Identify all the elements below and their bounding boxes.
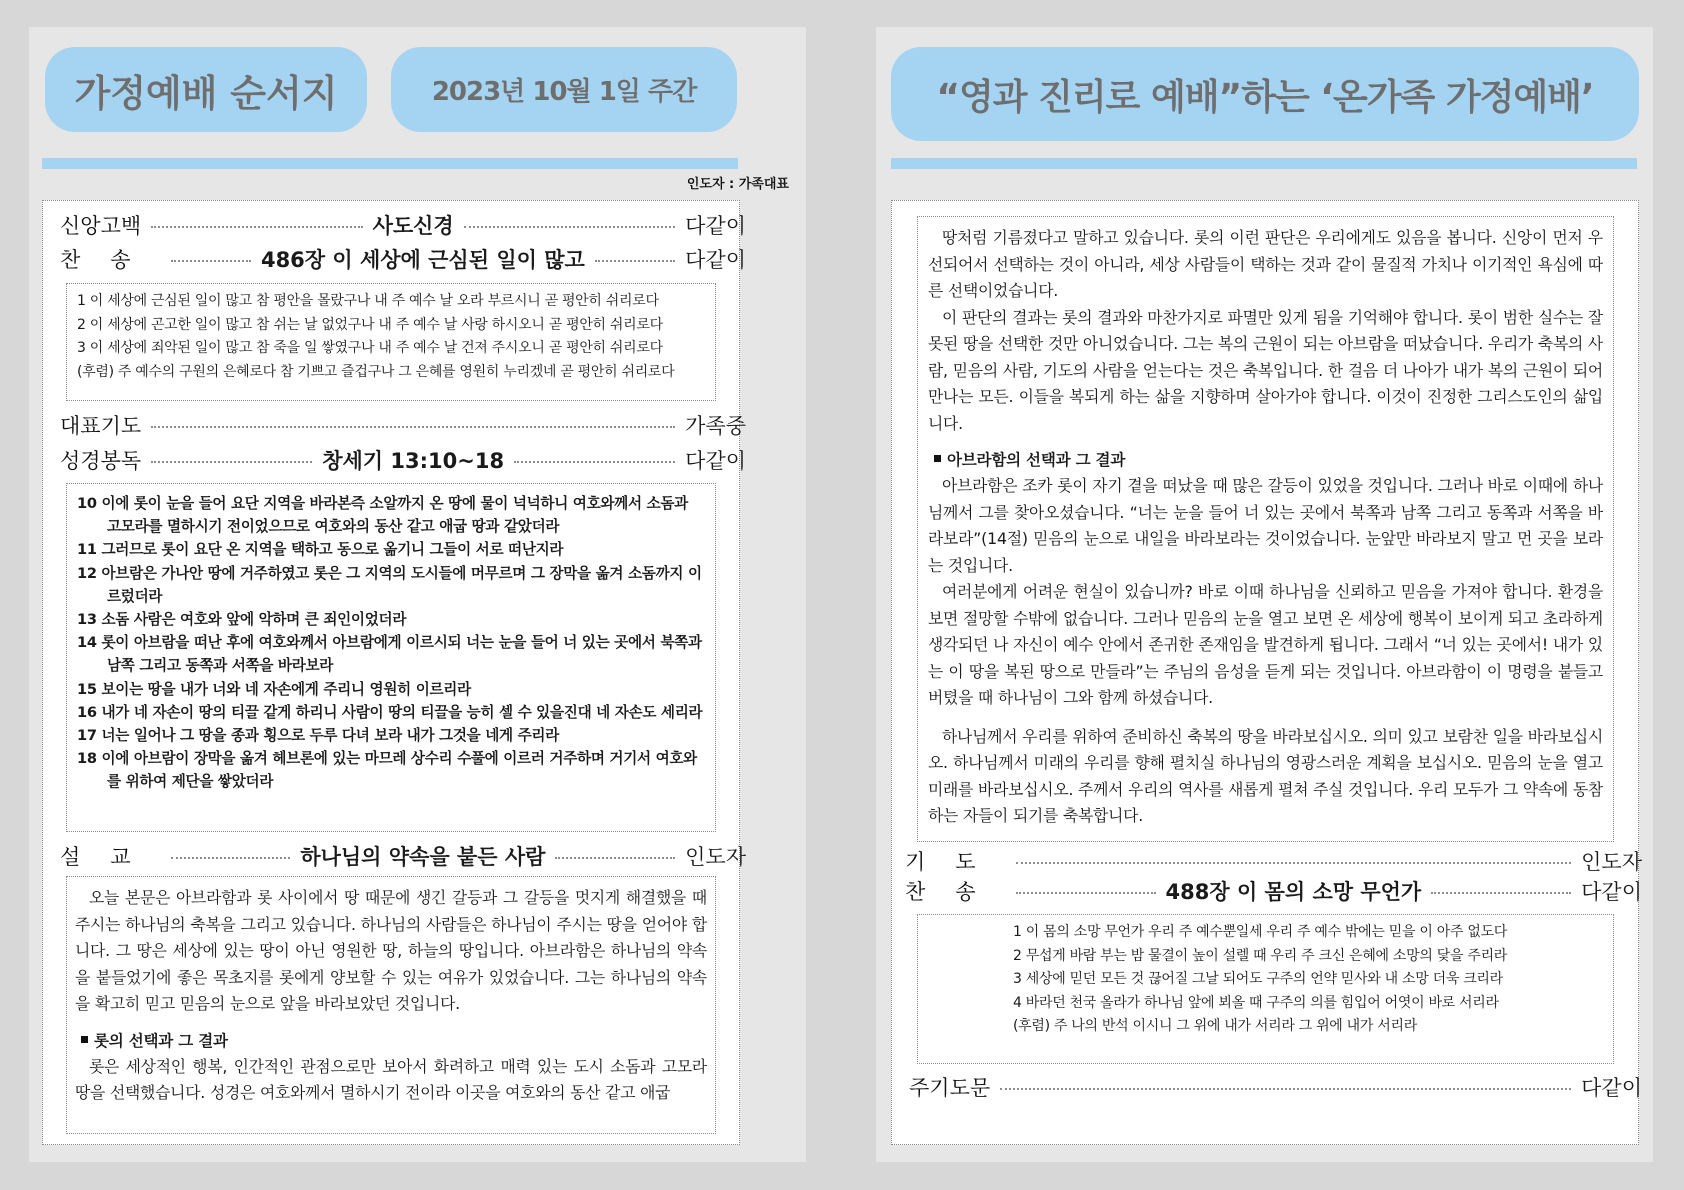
verse: 16 내가 네 자손이 땅의 티끌 같게 하리니 사람이 땅의 티끌을 능히 셀 수 있을진대 네 자손도 세리라 bbox=[77, 703, 703, 721]
verse: 13 소돔 사람은 여호와 앞에 악하며 큰 죄인이었더라 bbox=[77, 611, 407, 629]
reading-title: 창세기 13:10~18 bbox=[322, 449, 505, 473]
hymn1-title: 486장 이 세상에 근심된 일이 많고 bbox=[260, 248, 585, 272]
verse: 14 롯이 아브람을 떠난 후에 여호와께서 아브람에게 이르시되 너는 눈을 들어 너 있는 곳에서 북쪽과 남쪽 그리고 동쪽과 서쪽을 바라보라 bbox=[77, 634, 702, 675]
leader-dots bbox=[1431, 892, 1571, 894]
leader-info: 인도자 : 가족대표 bbox=[686, 177, 789, 192]
hymn-line: (후렴) 주 예수의 구원의 은혜로다 참 기쁘고 즐겁구나 그 은혜를 영원히 누리겠네 곧 평안히 쉬리로다 bbox=[77, 363, 675, 380]
sermon-label: 설교 bbox=[60, 845, 161, 869]
left-page bbox=[29, 27, 806, 1162]
sermon-paragraph: 아브라함은 조카 롯이 자기 곁을 떠났을 때 많은 갈등이 있었을 것입니다. 그러나 바로 이때에 하나님께서 그를 찾아오셨습니다. “너는 눈을 들어 너 있는 곳에서 북쪽과 남쪽 그리고 동쪽과 서쪽을 바라보라”(14절) 믿음의 눈으로 내일을 바라보라는 것이었습니다. 눈앞만 바라보지 말고 먼 곳을 보라는 것입니다. bbox=[928, 476, 1603, 575]
sermon-paragraph: 이 판단의 결과는 롯의 결과와 마찬가지로 파멸만 있게 됨을 기억해야 합니다. 롯이 범한 실수는 잘못된 땅을 선택한 것만 아니었습니다. 그는 복의 근원이 되는 아브람을 떠났습니다. 우리가 축복의 사람, 믿음의 사람, 기도의 사람을 얻는다는 것은 축복입니다. 한 걸음 더 나아가 내가 복의 근원이 되어 만나는 모든. 이들을 복되게 하는 삶을 지향하며 살아가야 합니다. 이것이 진정한 그리스도인의 삶입니다. bbox=[928, 307, 1603, 433]
sermon-row bbox=[60, 843, 746, 869]
sermon-heading bbox=[75, 1028, 707, 1054]
hymn2-label: 찬송 bbox=[905, 880, 1006, 904]
lords-prayer-response: 다같이 bbox=[1581, 1076, 1642, 1100]
verse: 17 너는 일어나 그 땅을 종과 횡으로 두루 다녀 보라 내가 그것을 네게 주리라 bbox=[77, 727, 559, 745]
leader-dots bbox=[555, 857, 675, 859]
verse: 11 그러므로 롯이 요단 온 지역을 택하고 동으로 옮기니 그들이 서로 떠난지라 bbox=[77, 541, 564, 559]
hymn-line: 1 이 세상에 근심된 일이 많고 참 평안을 몰랐구나 내 주 예수 날 오라 부르시니 곧 평안히 쉬리로다 bbox=[77, 293, 659, 309]
leader-dots bbox=[151, 426, 675, 428]
hymn1-row bbox=[60, 246, 746, 272]
right-page bbox=[876, 27, 1653, 1162]
sermon-title: 하나님의 약속을 붙든 사람 bbox=[300, 845, 546, 869]
leader-dots bbox=[151, 226, 362, 228]
sermon-response: 인도자 bbox=[685, 845, 746, 869]
reading-response: 다같이 bbox=[685, 449, 747, 473]
sermon-paragraph: 하나님께서 우리를 위하여 준비하신 축복의 땅을 바라보십시오. 의미 있고 보람찬 일을 바라보십시오. 하나님께서 미래의 우리를 향해 펼치실 하나님의 영광스러운 계획을 보십시오. 믿음의 눈을 열고 미래를 바라보십시오. 주께서 우리의 역사를 새롭게 펼쳐 주실 것입니다. 우리 모두가 그 약속에 동참하는 자들이 되기를 축복합니다. bbox=[928, 726, 1603, 825]
hymn2-response: 다같이 bbox=[1581, 880, 1642, 904]
leader-dots bbox=[514, 461, 675, 463]
closing-prayer-row bbox=[905, 848, 1642, 874]
creed-row bbox=[60, 212, 746, 238]
creed-label: 신앙고백 bbox=[60, 214, 142, 238]
sermon-text bbox=[66, 876, 716, 1134]
leader-dots bbox=[171, 857, 291, 859]
closing-prayer-response: 인도자 bbox=[1581, 850, 1642, 874]
right-content-box bbox=[891, 200, 1642, 1145]
hymn-line: (후렴) 주 나의 반석 이시니 그 위에 내가 서리라 그 위에 내가 서리라 bbox=[1013, 1018, 1417, 1034]
left-content-box bbox=[42, 200, 747, 1145]
hymn2-title: 488장 이 몸의 소망 무언가 bbox=[1165, 880, 1422, 904]
hymn1-lyrics bbox=[66, 283, 716, 401]
leader-dots bbox=[595, 260, 675, 262]
verse: 12 아브람은 가나안 땅에 거주하였고 롯은 그 지역의 도시들에 머무르며 그 장막을 옮겨 소돔까지 이르렀더라 bbox=[77, 564, 702, 605]
leader-dots bbox=[464, 226, 675, 228]
lords-prayer-row bbox=[909, 1074, 1642, 1100]
hymn1-response: 다같이 bbox=[685, 248, 747, 272]
hymn2-lyrics bbox=[917, 914, 1614, 1064]
prayer-label: 대표기도 bbox=[60, 414, 142, 438]
bullet-square-icon bbox=[81, 1036, 88, 1043]
sermon-heading bbox=[928, 447, 1603, 473]
leader-dots bbox=[1000, 1088, 1571, 1090]
hymn-line: 4 바라던 천국 올라가 하나님 앞에 뵈올 때 구주의 의를 힘입어 어엿이 바로 서리라 bbox=[1013, 994, 1499, 1011]
closing-prayer-label: 기도 bbox=[905, 850, 1006, 874]
verse: 18 이에 아브람이 장막을 옮겨 헤브론에 있는 마므레 상수리 수풀에 이르러 거주하며 거기서 여호와를 위하여 제단을 쌓았더라 bbox=[77, 750, 697, 791]
bullet-square-icon bbox=[934, 455, 941, 462]
hymn2-row bbox=[905, 878, 1642, 904]
leader-dots bbox=[1016, 862, 1572, 864]
reading-label: 성경봉독 bbox=[60, 449, 142, 473]
verse: 10 이에 롯이 눈을 들어 요단 지역을 바라본즉 소알까지 온 땅에 물이 넉넉하니 여호와께서 소돔과 고모라를 멸하시기 전이었으므로 여호와의 동산 같고 애굽 땅과 같았더라 bbox=[77, 495, 688, 536]
hymn-line: 2 이 세상에 곤고한 일이 많고 참 쉬는 날 없었구나 내 주 예수 날 사랑 하시오니 곧 평안히 쉬리로다 bbox=[77, 316, 663, 333]
sermon-paragraph: 여러분에게 어려운 현실이 있습니까? 바로 이때 하나님을 신뢰하고 믿음을 가져야 합니다. 환경을 보면 절망할 수밖에 없습니다. 그러나 믿음의 눈을 열고 보면 온 세상에 행복이 보이게 되고 초라하게 생각되던 나 자신이 예수 안에서 존귀한 존재임을 발견하게 됩니다. 그래서 “너 있는 곳에서! 내가 있는 이 땅을 복된 땅으로 만들라”는 주님의 음성을 듣게 되는 것입니다. 아브라함이 이 명령을 붙들고 버텼을 때 하나님이 그와 함께 하셨습니다. bbox=[928, 582, 1603, 707]
lords-prayer-label: 주기도문 bbox=[909, 1076, 991, 1100]
leader-dots bbox=[171, 260, 251, 262]
accent-bar bbox=[891, 158, 1637, 169]
sermon-heading-text: 롯의 선택과 그 결과 bbox=[94, 1031, 228, 1050]
hymn-line: 1 이 몸의 소망 무언가 우리 주 예수뿐일세 우리 주 예수 밖에는 믿을 이 아주 없도다 bbox=[1013, 924, 1508, 940]
hymn-line: 2 무섭게 바람 부는 밤 물결이 높이 설렐 때 우리 주 크신 은혜에 소망의 닻을 주리라 bbox=[1013, 947, 1508, 964]
prayer-row bbox=[60, 412, 746, 438]
creed-response: 다같이 bbox=[685, 214, 747, 238]
accent-bar bbox=[42, 158, 738, 169]
sermon-paragraph: 롯은 세상적인 행복, 인간적인 관점으로만 보아서 화려하고 매력 있는 도시 소돔과 고모라 땅을 선택했습니다. 성경은 여호와께서 멸하시기 전이라 이곳을 여호와의 동산 같고 애굽 bbox=[75, 1056, 707, 1102]
leader-dots bbox=[1016, 892, 1156, 894]
leader-dots bbox=[151, 461, 312, 463]
sermon-heading-text: 아브라함의 선택과 그 결과 bbox=[947, 451, 1126, 469]
week-date: 2023년 10월 1일 주간 bbox=[391, 47, 737, 132]
prayer-response: 가족중 bbox=[685, 414, 746, 438]
sermon-continued bbox=[917, 216, 1614, 842]
verse: 15 보이는 땅을 내가 너와 네 자손에게 주리니 영원히 이르리라 bbox=[77, 680, 471, 698]
worship-order-title: 가정예배 순서지 bbox=[45, 47, 367, 132]
paragraph-gap bbox=[928, 712, 1603, 724]
scripture-verses bbox=[66, 483, 716, 832]
sermon-paragraph: 땅처럼 기름졌다고 말하고 있습니다. 롯의 이런 판단은 우리에게도 있음을 봅니다. 신앙이 먼저 우선되어서 선택하는 것이 아니라, 세상 사람들이 택하는 것과 같이 물질적 가치나 이기적인 욕심에 따른 선택이었습니다. bbox=[928, 228, 1603, 300]
hymn1-label: 찬송 bbox=[60, 248, 161, 272]
sermon-paragraph: 오늘 본문은 아브라함과 롯 사이에서 땅 때문에 생긴 갈등과 그 갈등을 멋지게 해결했을 때 주시는 하나님의 축복을 그리고 있습니다. 하나님의 사람들은 하나님이 주시는 땅을 얻어야 합니다. 그 땅은 세상에 있는 땅이 아닌 영원한 땅, 하늘의 땅입니다. 아브라함은 하나님의 약속을 붙들었기에 좋은 목초지를 롯에게 양보할 수 있는 여유가 있었습니다. 그는 하나님의 약속을 확고히 믿고 믿음의 눈으로 앞을 바라보았던 것입니다. bbox=[75, 888, 707, 1013]
reading-row bbox=[60, 447, 746, 473]
hymn-line: 3 세상에 믿던 모든 것 끊어질 그날 되어도 구주의 언약 믿사와 내 소망 더욱 크리라 bbox=[1013, 971, 1503, 987]
hymn-line: 3 이 세상에 죄악된 일이 많고 참 죽을 일 쌓였구나 내 주 예수 날 건져 주시오니 곧 평안히 쉬리로다 bbox=[77, 340, 663, 356]
family-worship-title: “영과 진리로 예배”하는 ‘온가족 가정예배’ bbox=[891, 47, 1639, 141]
creed-title: 사도신경 bbox=[372, 214, 454, 238]
